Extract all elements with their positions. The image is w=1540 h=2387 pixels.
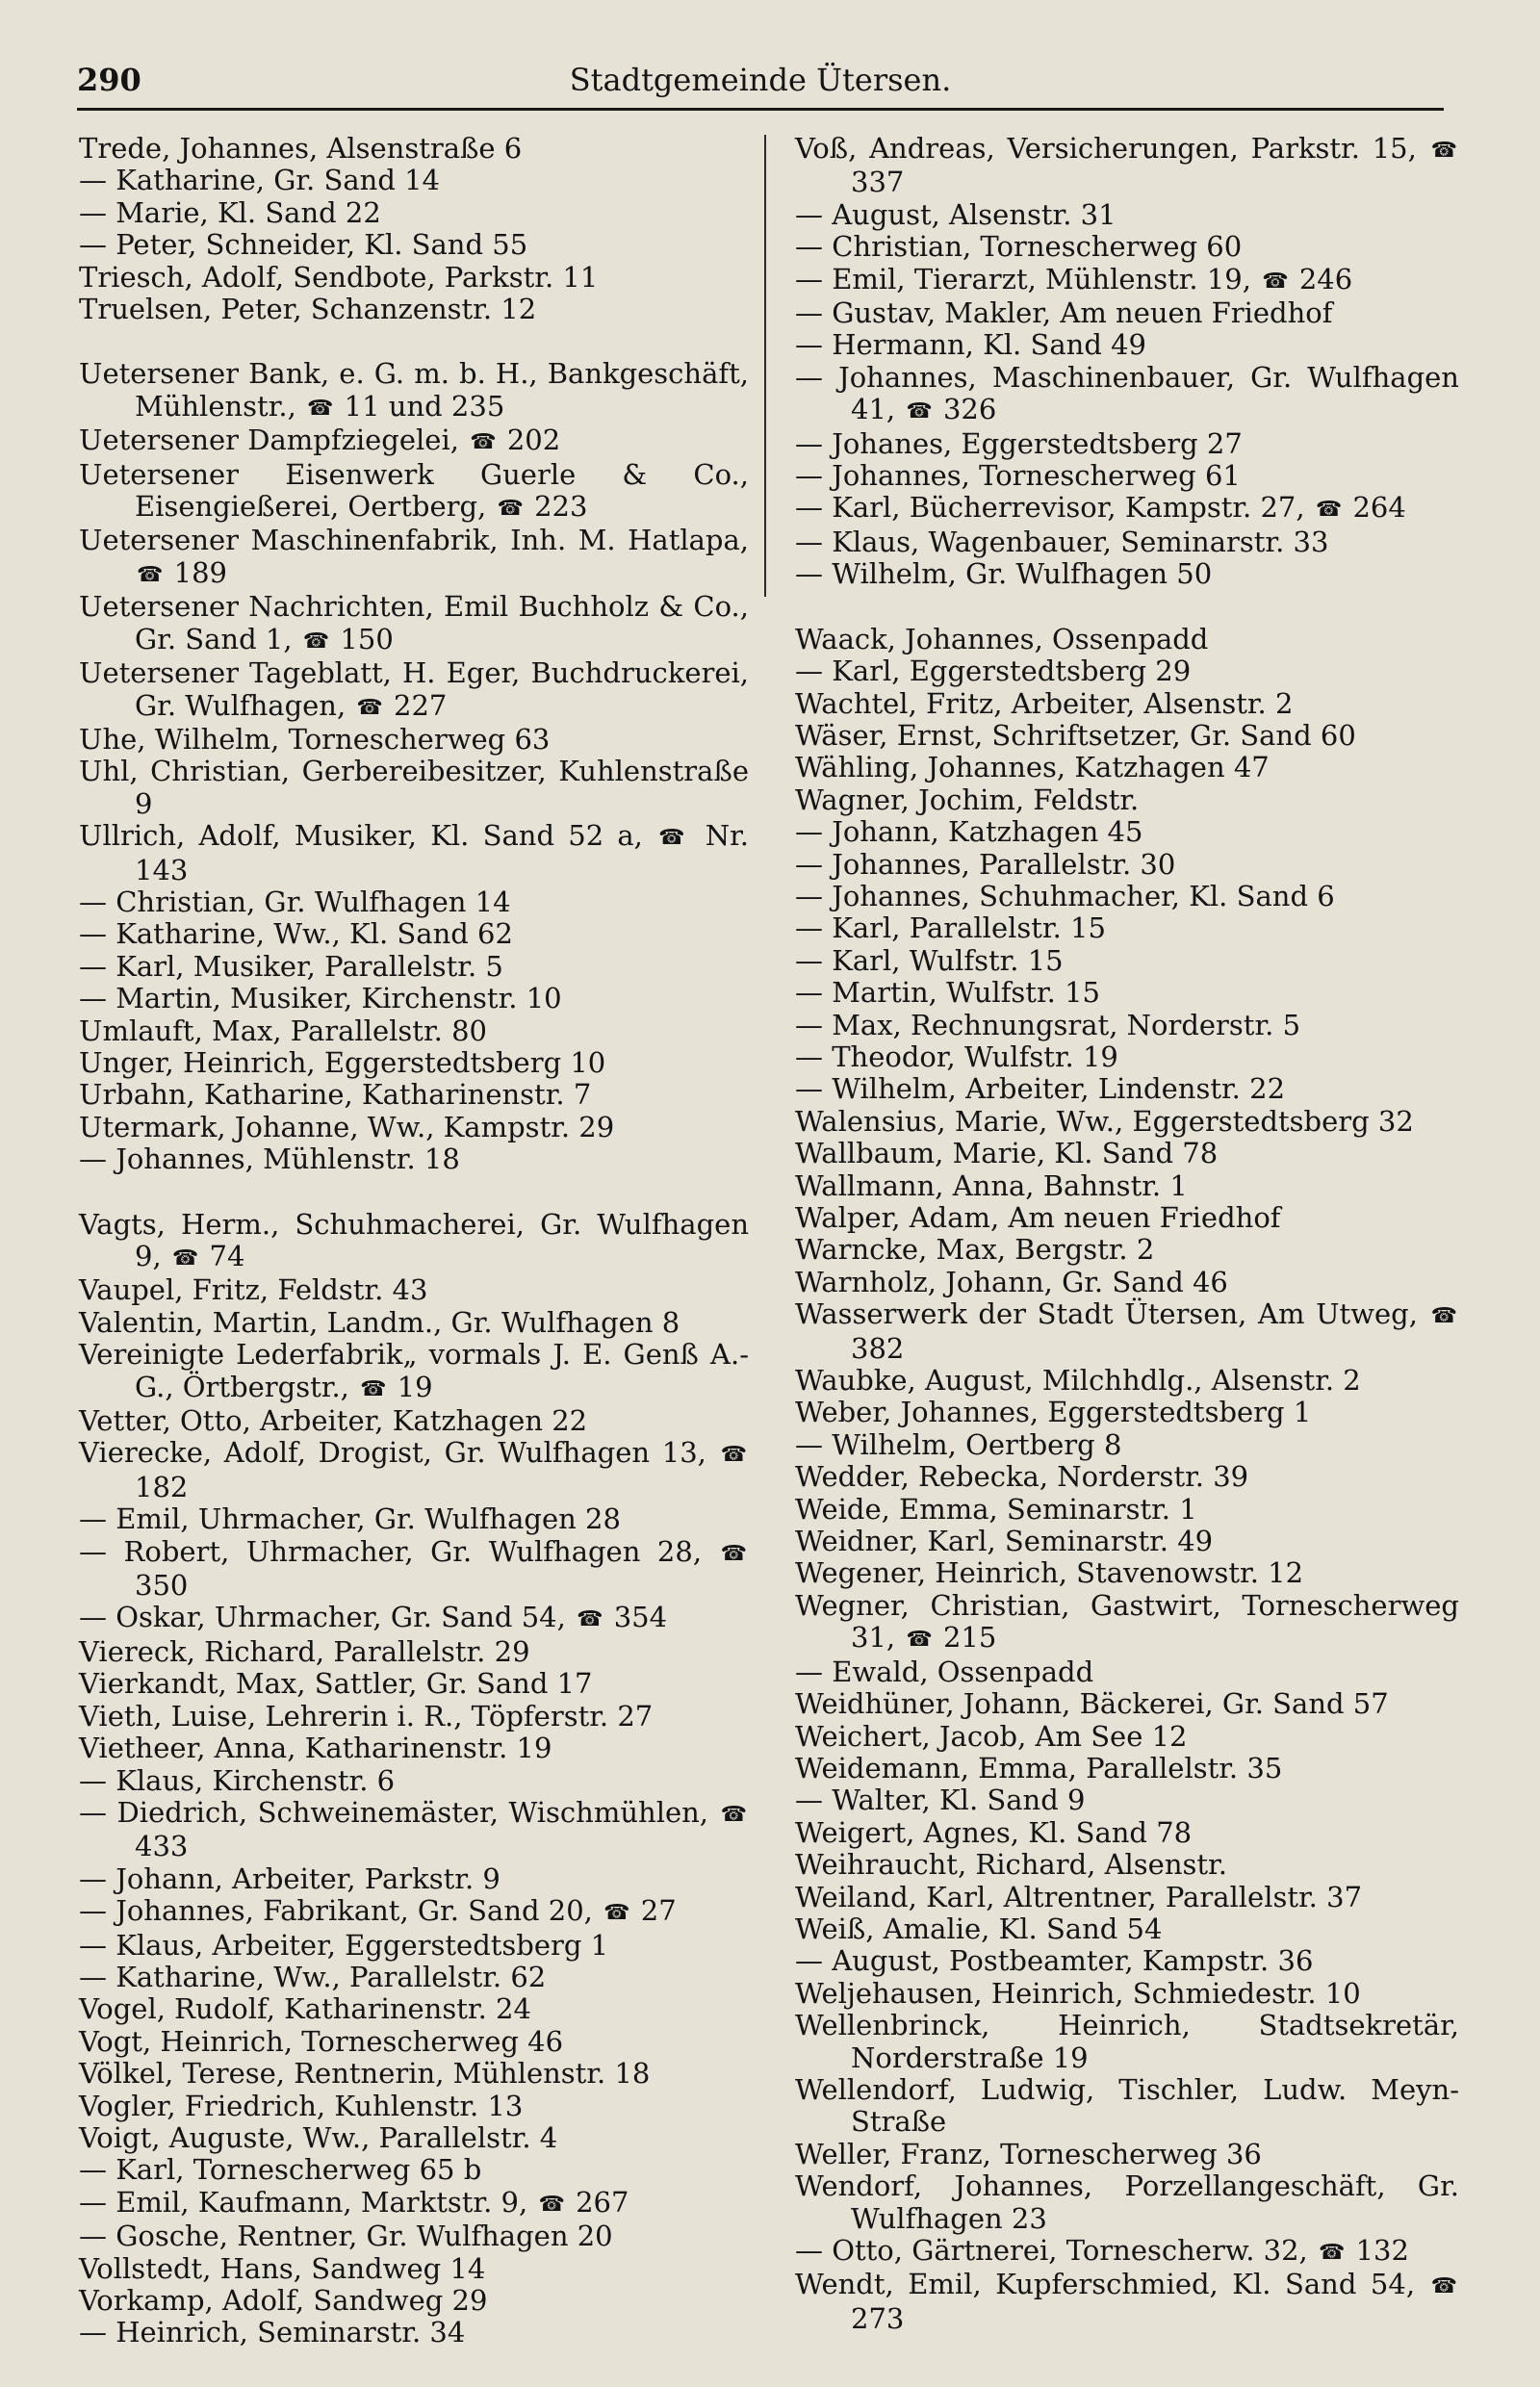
entry-text: — Wilhelm, Arbeiter, Lindenstr. 22 — [795, 1072, 1286, 1106]
directory-entry — [795, 133, 1459, 199]
entry-text: Vierecke, Adolf, Drogist, Gr. Wulfhagen 13, — [79, 1436, 706, 1470]
directory-entry — [795, 1041, 1459, 1073]
directory-entry — [79, 1701, 749, 1732]
entry-text: — Johannes, Parallelstr. 30 — [795, 847, 1176, 881]
telephone-icon: ☎ — [1315, 498, 1343, 523]
entry-text: Wagner, Jochim, Feldstr. — [795, 783, 1140, 816]
directory-entry — [795, 2010, 1459, 2074]
entry-text: Weihraucht, Richard, Alsenstr. — [795, 1848, 1227, 1882]
telephone-icon: ☎ — [1430, 2274, 1458, 2299]
directory-entry — [79, 1339, 749, 1405]
column-divider — [764, 135, 766, 597]
entry-text: Vogler, Friedrich, Kuhlenstr. 13 — [79, 2089, 524, 2122]
entry-text: — Diedrich, Schweinemäster, Wischmühlen, — [79, 1795, 709, 1829]
entry-text: Völkel, Terese, Rentnerin, Mühlenstr. 18 — [79, 2057, 651, 2091]
directory-entry — [79, 2253, 749, 2285]
entry-text: Uhl, Christian, Gerbereibesitzer, Kuhlenstraße 9 — [79, 755, 749, 820]
entry-text: Wähling, Johannes, Katzhagen 47 — [795, 751, 1270, 784]
entry-text: Wallbaum, Marie, Kl. Sand 78 — [795, 1137, 1219, 1170]
directory-entry — [795, 231, 1459, 263]
directory-entry — [79, 1143, 749, 1175]
directory-entry — [79, 1930, 749, 1962]
directory-entry — [79, 1307, 749, 1339]
entry-text: Wedder, Rebecka, Norderstr. 39 — [795, 1460, 1249, 1494]
entry-text: — Katharine, Ww., Parallelstr. 62 — [79, 1960, 547, 1993]
entry-text: — Johannes, Schuhmacher, Kl. Sand 6 — [795, 879, 1335, 912]
directory-entry — [79, 820, 749, 886]
entry-text: Wellendorf, Ludwig, Tischler, Ludw. Meyn-Straße — [795, 2072, 1459, 2139]
entry-text: — Otto, Gärtnerei, Tornescherw. 32, — [795, 2234, 1308, 2267]
directory-entry — [795, 912, 1459, 944]
entry-text: Triesch, Adolf, Sendbote, Parkstr. 11 — [79, 260, 599, 294]
directory-entry — [79, 1274, 749, 1306]
directory-entry — [79, 951, 749, 983]
directory-entry — [795, 881, 1459, 912]
telephone-icon: ☎ — [906, 1628, 933, 1653]
directory-entry — [79, 1047, 749, 1079]
entry-text: — Johannes, Maschinenbauer, Gr. Wulfhagen 41, — [795, 360, 1459, 426]
entry-text: Weljehausen, Heinrich, Schmiedestr. 10 — [795, 1976, 1361, 2010]
telephone-icon: ☎ — [577, 1607, 603, 1632]
directory-entry — [79, 1863, 749, 1895]
directory-entry — [795, 1557, 1459, 1589]
entry-text: Vetter, Otto, Arbeiter, Katzhagen 22 — [79, 1404, 588, 1438]
entry-text: — Theodor, Wulfstr. 19 — [795, 1040, 1118, 1073]
entry-text: Warncke, Max, Bergstr. 2 — [795, 1233, 1155, 1267]
entry-text: Weller, Franz, Tornescherweg 36 — [795, 2137, 1262, 2170]
entry-text: Vereinigte Lederfabrik„ vormals J. E. Genß A.-G., Örtbergstr., — [79, 1338, 749, 1403]
entry-text: — Oskar, Uhrmacher, Gr. Sand 54, — [79, 1601, 566, 1634]
directory-entry — [795, 1817, 1459, 1849]
directory-entry — [795, 1170, 1459, 1202]
directory-entry — [79, 1797, 749, 1863]
directory-entry — [795, 558, 1459, 590]
entry-text: — Klaus, Kirchenstr. 6 — [79, 1763, 396, 1797]
directory-entry — [79, 1405, 749, 1437]
directory-entry — [795, 2170, 1459, 2235]
telephone-icon: ☎ — [356, 695, 383, 720]
entry-text: — August, Postbeamter, Kampstr. 36 — [795, 1944, 1314, 1978]
directory-entry — [79, 2122, 749, 2154]
entry-text: — Gosche, Rentner, Gr. Wulfhagen 20 — [79, 2220, 613, 2253]
telephone-icon: ☎ — [497, 497, 524, 522]
directory-entry — [795, 849, 1459, 881]
directory-entry — [79, 1112, 749, 1143]
phone-number: 273 — [851, 2301, 905, 2335]
directory-entry — [79, 197, 749, 229]
entry-text: — Martin, Musiker, Kirchenstr. 10 — [79, 982, 562, 1015]
entry-text: Walper, Adam, Am neuen Friedhof — [795, 1201, 1281, 1234]
phone-number: 227 — [394, 688, 448, 722]
phone-number: 132 — [1355, 2234, 1409, 2267]
directory-entry — [79, 229, 749, 261]
entry-text: — Johannes, Fabrikant, Gr. Sand 20, — [79, 1894, 593, 1928]
entry-text: — Johannes, Mühlenstr. 18 — [79, 1142, 460, 1176]
telephone-icon: ☎ — [137, 562, 164, 587]
entry-text: — Johanes, Eggerstedtsberg 27 — [795, 426, 1243, 460]
directory-entry — [79, 2154, 749, 2186]
entry-text: Walensius, Marie, Ww., Eggerstedtsberg 32 — [795, 1104, 1414, 1138]
directory-entry — [79, 724, 749, 756]
directory-entry — [79, 983, 749, 1014]
directory-entry — [79, 1732, 749, 1764]
section-gap — [79, 1176, 749, 1209]
section-gap — [795, 591, 1459, 624]
directory-entry — [795, 688, 1459, 720]
entry-text: Vogt, Heinrich, Tornescherweg 46 — [79, 2024, 564, 2058]
entry-text: Vollstedt, Hans, Sandweg 14 — [79, 2251, 486, 2285]
entry-text: Vagts, Herm., Schuhmacherei, Gr. Wulfhagen 9, — [79, 1207, 749, 1272]
telephone-icon: ☎ — [470, 430, 497, 455]
directory-entry — [795, 1656, 1459, 1688]
directory-entry — [795, 1397, 1459, 1428]
entry-text: Vorkamp, Adolf, Sandweg 29 — [79, 2284, 488, 2317]
directory-entry — [79, 2091, 749, 2122]
directory-entry — [795, 1138, 1459, 1169]
directory-entry — [795, 1010, 1459, 1041]
entry-text: Viereck, Richard, Parallelstr. 29 — [79, 1634, 530, 1668]
entry-text: Uhe, Wilhelm, Tornescherweg 63 — [79, 722, 551, 756]
directory-entry — [79, 1015, 749, 1047]
phone-number: Nr. 143 — [135, 819, 750, 886]
directory-entry — [795, 1945, 1459, 1977]
entry-text: — Christian, Gr. Wulfhagen 14 — [79, 885, 511, 918]
entry-text: Trede, Johannes, Alsenstraße 6 — [79, 132, 523, 165]
entry-text: — Klaus, Arbeiter, Eggerstedtsberg 1 — [79, 1928, 609, 1962]
entry-text: Urbahn, Katharine, Katharinenstr. 7 — [79, 1078, 592, 1112]
entry-text: Umlauft, Max, Parallelstr. 80 — [79, 1014, 487, 1047]
directory-entry — [79, 1895, 749, 1929]
entry-text: — Karl, Tornescherweg 65 b — [79, 2153, 482, 2187]
directory-entry — [795, 816, 1459, 848]
directory-entry — [79, 1079, 749, 1111]
telephone-icon: ☎ — [720, 1541, 748, 1566]
running-title: Stadtgemeinde Ütersen. — [569, 62, 952, 98]
directory-entry — [79, 756, 749, 820]
entry-text: Uetersener Bank, e. G. m. b. H., Bankgeschäft, Mühlenstr., — [79, 357, 749, 423]
entry-text: Wegener, Heinrich, Stavenowstr. 12 — [795, 1556, 1304, 1590]
directory-entry — [79, 1503, 749, 1535]
directory-entry — [795, 526, 1459, 558]
entry-text: Vieth, Luise, Lehrerin i. R., Töpferstr. 27 — [79, 1699, 654, 1732]
entry-text: — Klaus, Wagenbauer, Seminarstr. 33 — [795, 525, 1329, 558]
directory-entry — [795, 1688, 1459, 1720]
phone-number: 202 — [506, 424, 561, 457]
left-column — [79, 133, 749, 2349]
entry-text: Ullrich, Adolf, Musiker, Kl. Sand 52 a, — [79, 819, 643, 853]
phone-number: 433 — [135, 1830, 189, 1863]
directory-entry — [795, 945, 1459, 977]
right-column — [795, 133, 1459, 2335]
entry-text: Weiß, Amalie, Kl. Sand 54 — [795, 1912, 1163, 1945]
entry-text: Uetersener Tageblatt, H. Eger, Buchdruckerei, Gr. Wulfhagen, — [79, 656, 749, 722]
directory-entry — [79, 424, 749, 458]
directory-entry — [795, 1073, 1459, 1105]
entry-text: Voigt, Auguste, Ww., Parallelstr. 4 — [79, 2120, 558, 2154]
entry-text: — Gustav, Makler, Am neuen Friedhof — [795, 296, 1333, 330]
directory-entry — [795, 492, 1459, 526]
page-number: 290 — [77, 62, 141, 98]
entry-text: Wendt, Emil, Kupferschmied, Kl. Sand 54, — [795, 2268, 1416, 2301]
phone-number: 267 — [576, 2185, 629, 2219]
entry-text: Weidner, Karl, Seminarstr. 49 — [795, 1525, 1214, 1558]
directory-entry — [795, 720, 1459, 752]
telephone-icon: ☎ — [906, 399, 933, 424]
entry-text: Weigert, Agnes, Kl. Sand 78 — [795, 1815, 1193, 1849]
directory-entry — [795, 297, 1459, 329]
directory-entry — [79, 2220, 749, 2252]
entry-text: — Hermann, Kl. Sand 49 — [795, 328, 1147, 362]
directory-entry — [79, 1993, 749, 2025]
entry-text: Voß, Andreas, Versicherungen, Parkstr. 15, — [795, 132, 1417, 165]
entry-text: Truelsen, Peter, Schanzenstr. 12 — [79, 293, 537, 326]
telephone-icon: ☎ — [171, 1246, 199, 1270]
directory-entry — [795, 624, 1459, 655]
directory-entry — [79, 1536, 749, 1603]
entry-text: — Marie, Kl. Sand 22 — [79, 195, 381, 229]
phone-number: 246 — [1298, 262, 1353, 295]
entry-text: — Johann, Arbeiter, Parkstr. 9 — [79, 1861, 500, 1895]
entry-text: Waack, Johannes, Ossenpadd — [795, 622, 1209, 655]
entry-text: Wendorf, Johannes, Porzellangeschäft, Gr. Wulfhagen 23 — [795, 2169, 1459, 2235]
directory-entry — [79, 591, 749, 657]
directory-entry — [79, 133, 749, 165]
entry-text: — August, Alsenstr. 31 — [795, 197, 1116, 231]
directory-entry — [79, 2187, 749, 2220]
directory-entry — [795, 1526, 1459, 1557]
entry-text: — Karl, Eggerstedtsberg 29 — [795, 654, 1192, 688]
phone-number: 11 und 235 — [344, 389, 505, 423]
directory-entry — [79, 165, 749, 196]
entry-text: — Robert, Uhrmacher, Gr. Wulfhagen 28, — [79, 1534, 703, 1568]
entry-text: — Johannes, Tornescherweg 61 — [795, 459, 1241, 493]
directory-entry — [79, 1962, 749, 1993]
directory-entry — [795, 1494, 1459, 1526]
entry-text: — Martin, Wulfstr. 15 — [795, 976, 1100, 1010]
directory-entry — [79, 262, 749, 294]
entry-text: — Karl, Bücherrevisor, Kampstr. 27, — [795, 491, 1305, 525]
entry-text: Wäser, Ernst, Schriftsetzer, Gr. Sand 60 — [795, 718, 1356, 752]
directory-entry — [795, 428, 1459, 460]
directory-entry — [795, 1365, 1459, 1397]
entry-text: Waubke, August, Milchhdlg., Alsenstr. 2 — [795, 1364, 1361, 1398]
entry-text: Unger, Heinrich, Eggerstedtsberg 10 — [79, 1045, 606, 1079]
directory-entry — [795, 1429, 1459, 1461]
directory-entry — [795, 1882, 1459, 1913]
telephone-icon: ☎ — [538, 2192, 565, 2217]
entry-text: — Emil, Tierarzt, Mühlenstr. 19, — [795, 262, 1251, 295]
entry-text: — Emil, Kaufmann, Marktstr. 9, — [79, 2185, 528, 2219]
entry-text: Wallmann, Anna, Bahnstr. 1 — [795, 1168, 1188, 1202]
entry-text: Weiland, Karl, Altrentner, Parallelstr. 37 — [795, 1880, 1363, 1913]
entry-text: — Walter, Kl. Sand 9 — [795, 1784, 1086, 1817]
directory-entry — [79, 886, 749, 918]
entry-text: Wellenbrinck, Heinrich, Stadtsekretär, Norderstraße 19 — [795, 2009, 1459, 2074]
telephone-icon: ☎ — [307, 396, 334, 421]
directory-entry — [795, 1721, 1459, 1753]
phone-number: 350 — [135, 1569, 189, 1603]
directory-entry — [795, 1913, 1459, 1945]
entry-text: Uetersener Dampfziegelei, — [79, 424, 459, 457]
telephone-icon: ☎ — [603, 1901, 630, 1926]
phone-number: 27 — [640, 1894, 677, 1928]
entry-text: — Heinrich, Seminarstr. 34 — [79, 2316, 466, 2349]
directory-entry — [795, 264, 1459, 297]
directory-entry — [795, 1849, 1459, 1881]
telephone-icon: ☎ — [720, 1443, 747, 1468]
directory-entry — [795, 1234, 1459, 1266]
directory-entry — [795, 1298, 1459, 1365]
telephone-icon: ☎ — [1262, 269, 1289, 294]
entry-text: Uetersener Nachrichten, Emil Buchholz & Co., Gr. Sand 1, — [79, 590, 749, 655]
telephone-icon: ☎ — [1430, 139, 1458, 163]
phone-number: 223 — [534, 490, 588, 524]
phone-number: 354 — [613, 1601, 668, 1634]
phone-number: 19 — [397, 1370, 433, 1403]
entry-text: — Karl, Parallelstr. 15 — [795, 911, 1106, 945]
phone-number: 150 — [340, 622, 394, 655]
directory-entry — [795, 2269, 1459, 2335]
telephone-icon: ☎ — [1430, 1304, 1457, 1329]
entry-text: — Wilhelm, Oertberg 8 — [795, 1427, 1122, 1461]
entry-text: Wegner, Christian, Gastwirt, Tornescherweg 31, — [795, 1588, 1459, 1655]
telephone-icon: ☎ — [302, 629, 330, 654]
entry-text: Vaupel, Fritz, Feldstr. 43 — [79, 1273, 428, 1307]
directory-entry — [795, 460, 1459, 492]
directory-entry — [79, 1437, 749, 1503]
directory-entry — [79, 459, 749, 526]
phone-number: 264 — [1352, 491, 1406, 525]
entry-text: Weichert, Jacob, Am See 12 — [795, 1719, 1188, 1753]
directory-entry — [795, 1461, 1459, 1493]
phone-number: 215 — [942, 1621, 997, 1655]
directory-entry — [79, 2317, 749, 2348]
phone-number: 182 — [135, 1470, 189, 1503]
entry-text: Vietheer, Anna, Katharinenstr. 19 — [79, 1732, 552, 1765]
directory-entry — [795, 752, 1459, 783]
directory-entry — [79, 918, 749, 950]
phone-number: 326 — [942, 393, 997, 426]
entry-text: — Christian, Tornescherweg 60 — [795, 230, 1243, 264]
directory-entry — [795, 784, 1459, 816]
directory-entry — [795, 199, 1459, 231]
directory-entry — [795, 329, 1459, 361]
entry-text: Uetersener Eisenwerk Guerle & Co., Eisengießerei, Oertberg, — [79, 457, 749, 524]
directory-entry — [795, 1978, 1459, 2010]
directory-entry — [79, 2026, 749, 2058]
directory-entry — [79, 294, 749, 325]
telephone-icon: ☎ — [1318, 2241, 1346, 2265]
directory-entry — [795, 1106, 1459, 1138]
directory-entry — [795, 362, 1459, 428]
phone-number: 189 — [173, 555, 227, 589]
directory-entry — [795, 1202, 1459, 1234]
phone-number: 382 — [851, 1331, 905, 1365]
directory-entry — [795, 2235, 1459, 2269]
directory-entry — [79, 358, 749, 424]
telephone-icon: ☎ — [360, 1376, 387, 1401]
phone-number: 74 — [209, 1240, 245, 1272]
entry-text: — Peter, Schneider, Kl. Sand 55 — [79, 228, 528, 262]
directory-entry — [79, 657, 749, 724]
entry-text: Weidhüner, Johann, Bäckerei, Gr. Sand 57 — [795, 1687, 1389, 1721]
directory-entry — [79, 1602, 749, 1635]
entry-text: — Ewald, Ossenpadd — [795, 1655, 1094, 1688]
entry-text: Weide, Emma, Seminarstr. 1 — [795, 1492, 1197, 1526]
entry-text: — Emil, Uhrmacher, Gr. Wulfhagen 28 — [79, 1502, 621, 1536]
telephone-icon: ☎ — [658, 826, 690, 851]
directory-entry — [795, 1590, 1459, 1656]
entry-text: Wasserwerk der Stadt Ütersen, Am Utweg, — [795, 1297, 1418, 1331]
entry-text: Uetersener Maschinenfabrik, Inh. M. Hatlapa, — [79, 524, 749, 557]
directory-entry — [795, 2074, 1459, 2139]
directory-entry — [795, 977, 1459, 1009]
page-header — [77, 62, 1444, 111]
section-gap — [79, 325, 749, 358]
entry-text: Utermark, Johanne, Ww., Kampstr. 29 — [79, 1110, 615, 1143]
directory-entry — [795, 1267, 1459, 1298]
entry-text: Weber, Johannes, Eggerstedtsberg 1 — [795, 1396, 1312, 1429]
phone-number: 337 — [851, 166, 905, 199]
directory-entry — [79, 2285, 749, 2317]
directory-entry — [79, 1209, 749, 1275]
entry-text: — Karl, Wulfstr. 15 — [795, 943, 1064, 977]
entry-text: Wachtel, Fritz, Arbeiter, Alsenstr. 2 — [795, 686, 1294, 720]
entry-text: — Max, Rechnungsrat, Norderstr. 5 — [795, 1008, 1301, 1041]
entry-text: Vierkandt, Max, Sattler, Gr. Sand 17 — [79, 1667, 593, 1701]
directory-entry — [79, 1636, 749, 1668]
entry-text: — Karl, Musiker, Parallelstr. 5 — [79, 949, 503, 983]
entry-text: Vogel, Rudolf, Katharinenstr. 24 — [79, 1992, 531, 2026]
entry-text: — Wilhelm, Gr. Wulfhagen 50 — [795, 557, 1213, 591]
entry-text: — Katharine, Gr. Sand 14 — [79, 164, 441, 197]
directory-entry — [79, 2058, 749, 2090]
directory-entry — [79, 1765, 749, 1797]
entry-text: Valentin, Martin, Landm., Gr. Wulfhagen 8 — [79, 1305, 680, 1339]
entry-text: — Johann, Katzhagen 45 — [795, 815, 1143, 849]
directory-entry — [79, 1668, 749, 1700]
entry-text: — Katharine, Ww., Kl. Sand 62 — [79, 917, 513, 951]
entry-text: Warnholz, Johann, Gr. Sand 46 — [795, 1265, 1228, 1298]
entry-text: Weidemann, Emma, Parallelstr. 35 — [795, 1751, 1283, 1784]
directory-entry — [795, 1753, 1459, 1784]
directory-entry — [79, 525, 749, 591]
directory-entry — [795, 2139, 1459, 2170]
directory-entry — [795, 655, 1459, 687]
directory-entry — [795, 1784, 1459, 1816]
telephone-icon: ☎ — [720, 1802, 747, 1827]
